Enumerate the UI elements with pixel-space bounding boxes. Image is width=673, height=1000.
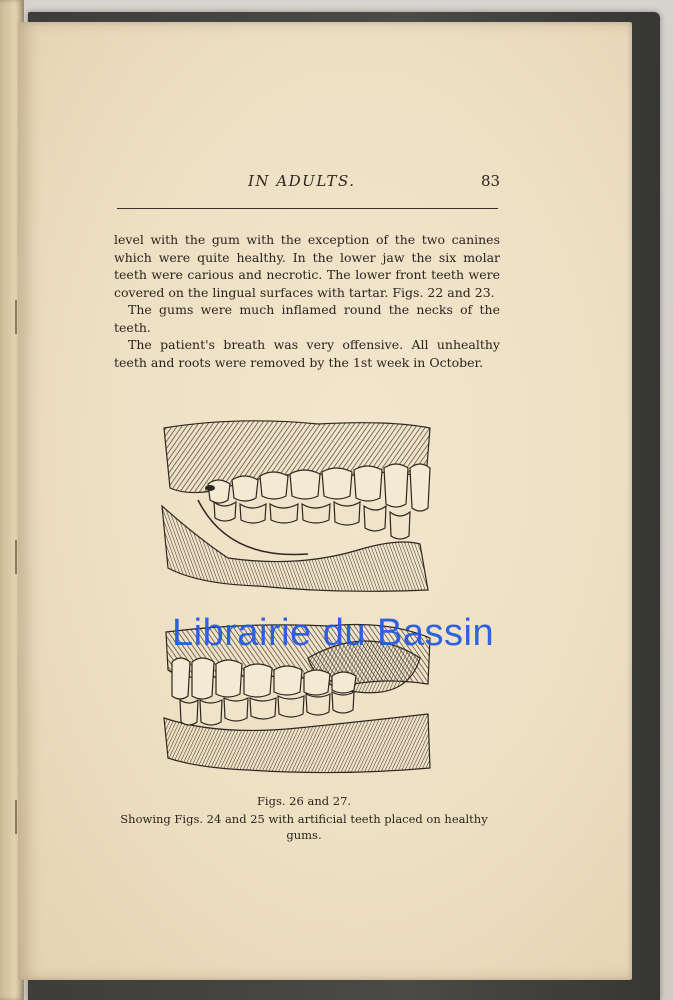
running-head: IN ADULTS. [248,172,356,190]
figure-caption-description: Showing Figs. 24 and 25 with artificial teeth placed on healthy gums. [120,812,488,842]
binding-stitch [15,300,17,334]
body-text [114,231,500,371]
paragraph: level with the gum with the exception of the two canines which were quite healthy. In the lower jaw the six molar teeth were carious and necrotic. The lower front teeth were covered on the lingual surfaces with tartar. Figs. 22 and 23. [114,232,500,300]
watermark-logo: Librairie du Bassin [172,612,495,654]
binding-stitch [15,800,17,834]
teeth-side-view-illustration [158,418,454,596]
header-rule [117,208,498,209]
figure-caption-title: Figs. 26 and 27. [256,794,352,808]
engraving-fig-26 [158,418,454,596]
paragraph: The gums were much inflamed round the necks of the teeth. [114,302,500,335]
page-number: 83 [481,172,501,190]
binding-stitch [15,540,17,574]
paragraph: The patient's breath was very offensive. All unhealthy teeth and roots were removed by the 1st week in October. [114,337,500,370]
